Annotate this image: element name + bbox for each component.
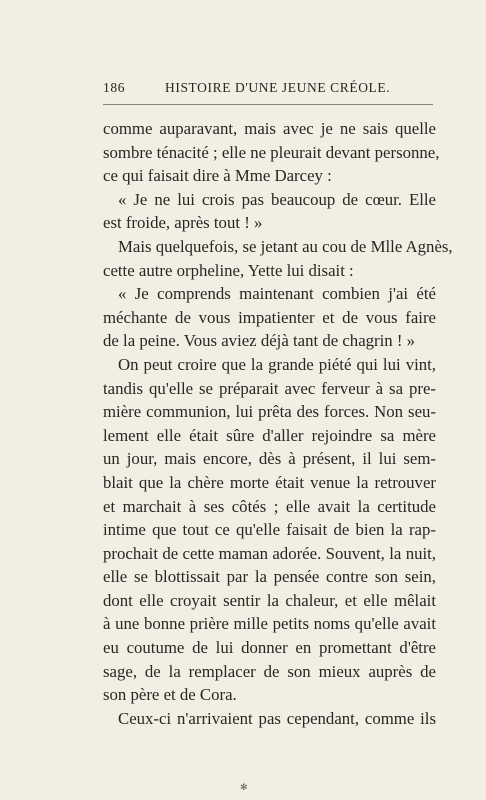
text-line: On peut croire que la grande piété qui lui vint, <box>118 354 436 374</box>
text-line: est froide, après tout ! » <box>103 213 263 233</box>
text-line: eu coutume de lui donner en promettant d'être <box>103 638 436 658</box>
text-line: intime que tout ce qu'elle faisait de bien la rap- <box>103 520 436 540</box>
text-line: mière communion, lui prêta des forces. Non seu- <box>103 402 436 422</box>
text-line: blait que la chère morte était venue la retrouver <box>103 472 436 492</box>
text-line: dont elle croyait sentir la chaleur, et elle mêlait <box>103 590 436 610</box>
text-line: comme auparavant, mais avec je ne sais quelle <box>103 119 436 138</box>
text-line: sage, de la remplacer de son mieux auprès de <box>103 661 436 681</box>
text-line: ce qui faisait dire à Mme Darcey : <box>103 166 332 186</box>
text-line: un jour, mais encore, dès à présent, il lui sem- <box>103 449 436 469</box>
text-line: « Je comprends maintenant combien j'ai été <box>118 284 436 304</box>
text-line: cette autre orpheline, Yette lui disait : <box>103 260 354 280</box>
text-line: Ceux-ci n'arrivaient pas cependant, comme ils <box>118 708 436 728</box>
text-line: lement elle était sûre d'aller rejoindre sa mère <box>103 425 436 445</box>
text-line: à une bonne prière mille petits noms qu'elle avait <box>103 614 436 634</box>
header-rule <box>103 104 433 105</box>
text-line: et marchait à ses côtés ; elle avait la certitude <box>103 496 436 516</box>
text-line: Mais quelquefois, se jetant au cou de Mlle Agnès, <box>118 236 453 256</box>
text-line: sombre ténacité ; elle ne pleurait devant personne, <box>103 142 440 162</box>
text-line: prochait de cette maman adorée. Souvent, la nuit, <box>103 543 436 563</box>
text-line: « Je ne lui crois pas beaucoup de cœur. Elle <box>118 189 436 209</box>
running-title: HISTOIRE D'UNE JEUNE CRÉOLE. <box>165 80 391 95</box>
body-text <box>103 117 453 730</box>
text-line: méchante de vous impatienter et de vous faire <box>103 307 436 327</box>
page-number: 186 <box>103 80 126 95</box>
printer-ornament: ✻ <box>240 783 248 793</box>
text-line: son père et de Cora. <box>103 685 237 705</box>
text-line: de la peine. Vous aviez déjà tant de chagrin ! » <box>103 331 416 351</box>
text-line: elle se blottissait par la pensée contre son sein, <box>103 567 436 587</box>
text-line: tandis qu'elle se préparait avec ferveur à sa pre- <box>103 378 436 398</box>
